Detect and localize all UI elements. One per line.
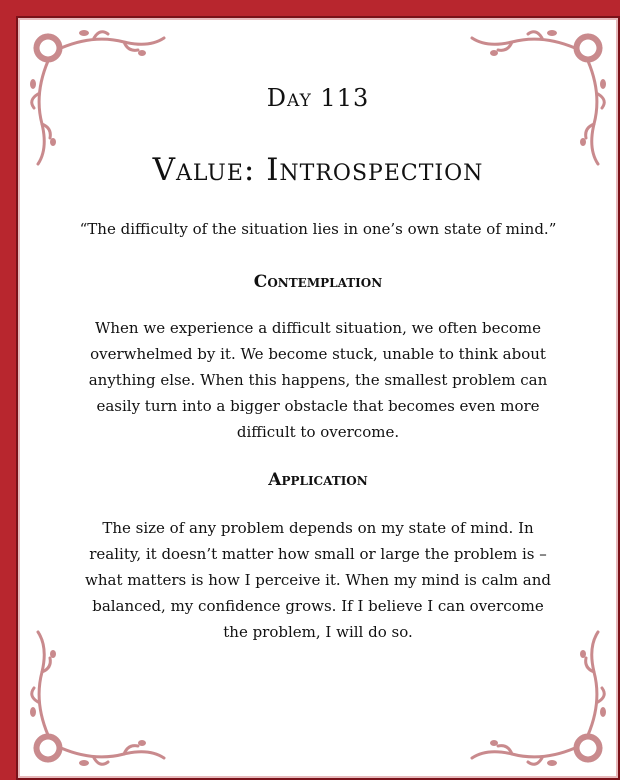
quote-text: “The difficulty of the situation lies in one’s own state of mind.” [79, 220, 557, 238]
application-text: The size of any problem depends on my state of mind. In reality, it doesn’t matter how small or large the problem is – what matters is how I perceive it. When my mind is calm and balanced, my confidence grows. If I believe I can overcome the problem, I will do so. [85, 519, 551, 641]
contemplation-text: When we experience a difficult situation, we often become overwhelmed by it. We become stuck, unable to think about anything else. When this happens, the smallest problem can easily turn into a bigger obstacle that becomes even more difficult to overcome. [88, 319, 548, 441]
page-card [16, 16, 620, 780]
day-label: Day 113 [266, 84, 370, 112]
contemplation-heading: Contemplation [253, 272, 383, 292]
application-heading: Application [268, 470, 368, 490]
page-content [18, 18, 618, 778]
value-title: Value: Introspection [152, 152, 484, 188]
